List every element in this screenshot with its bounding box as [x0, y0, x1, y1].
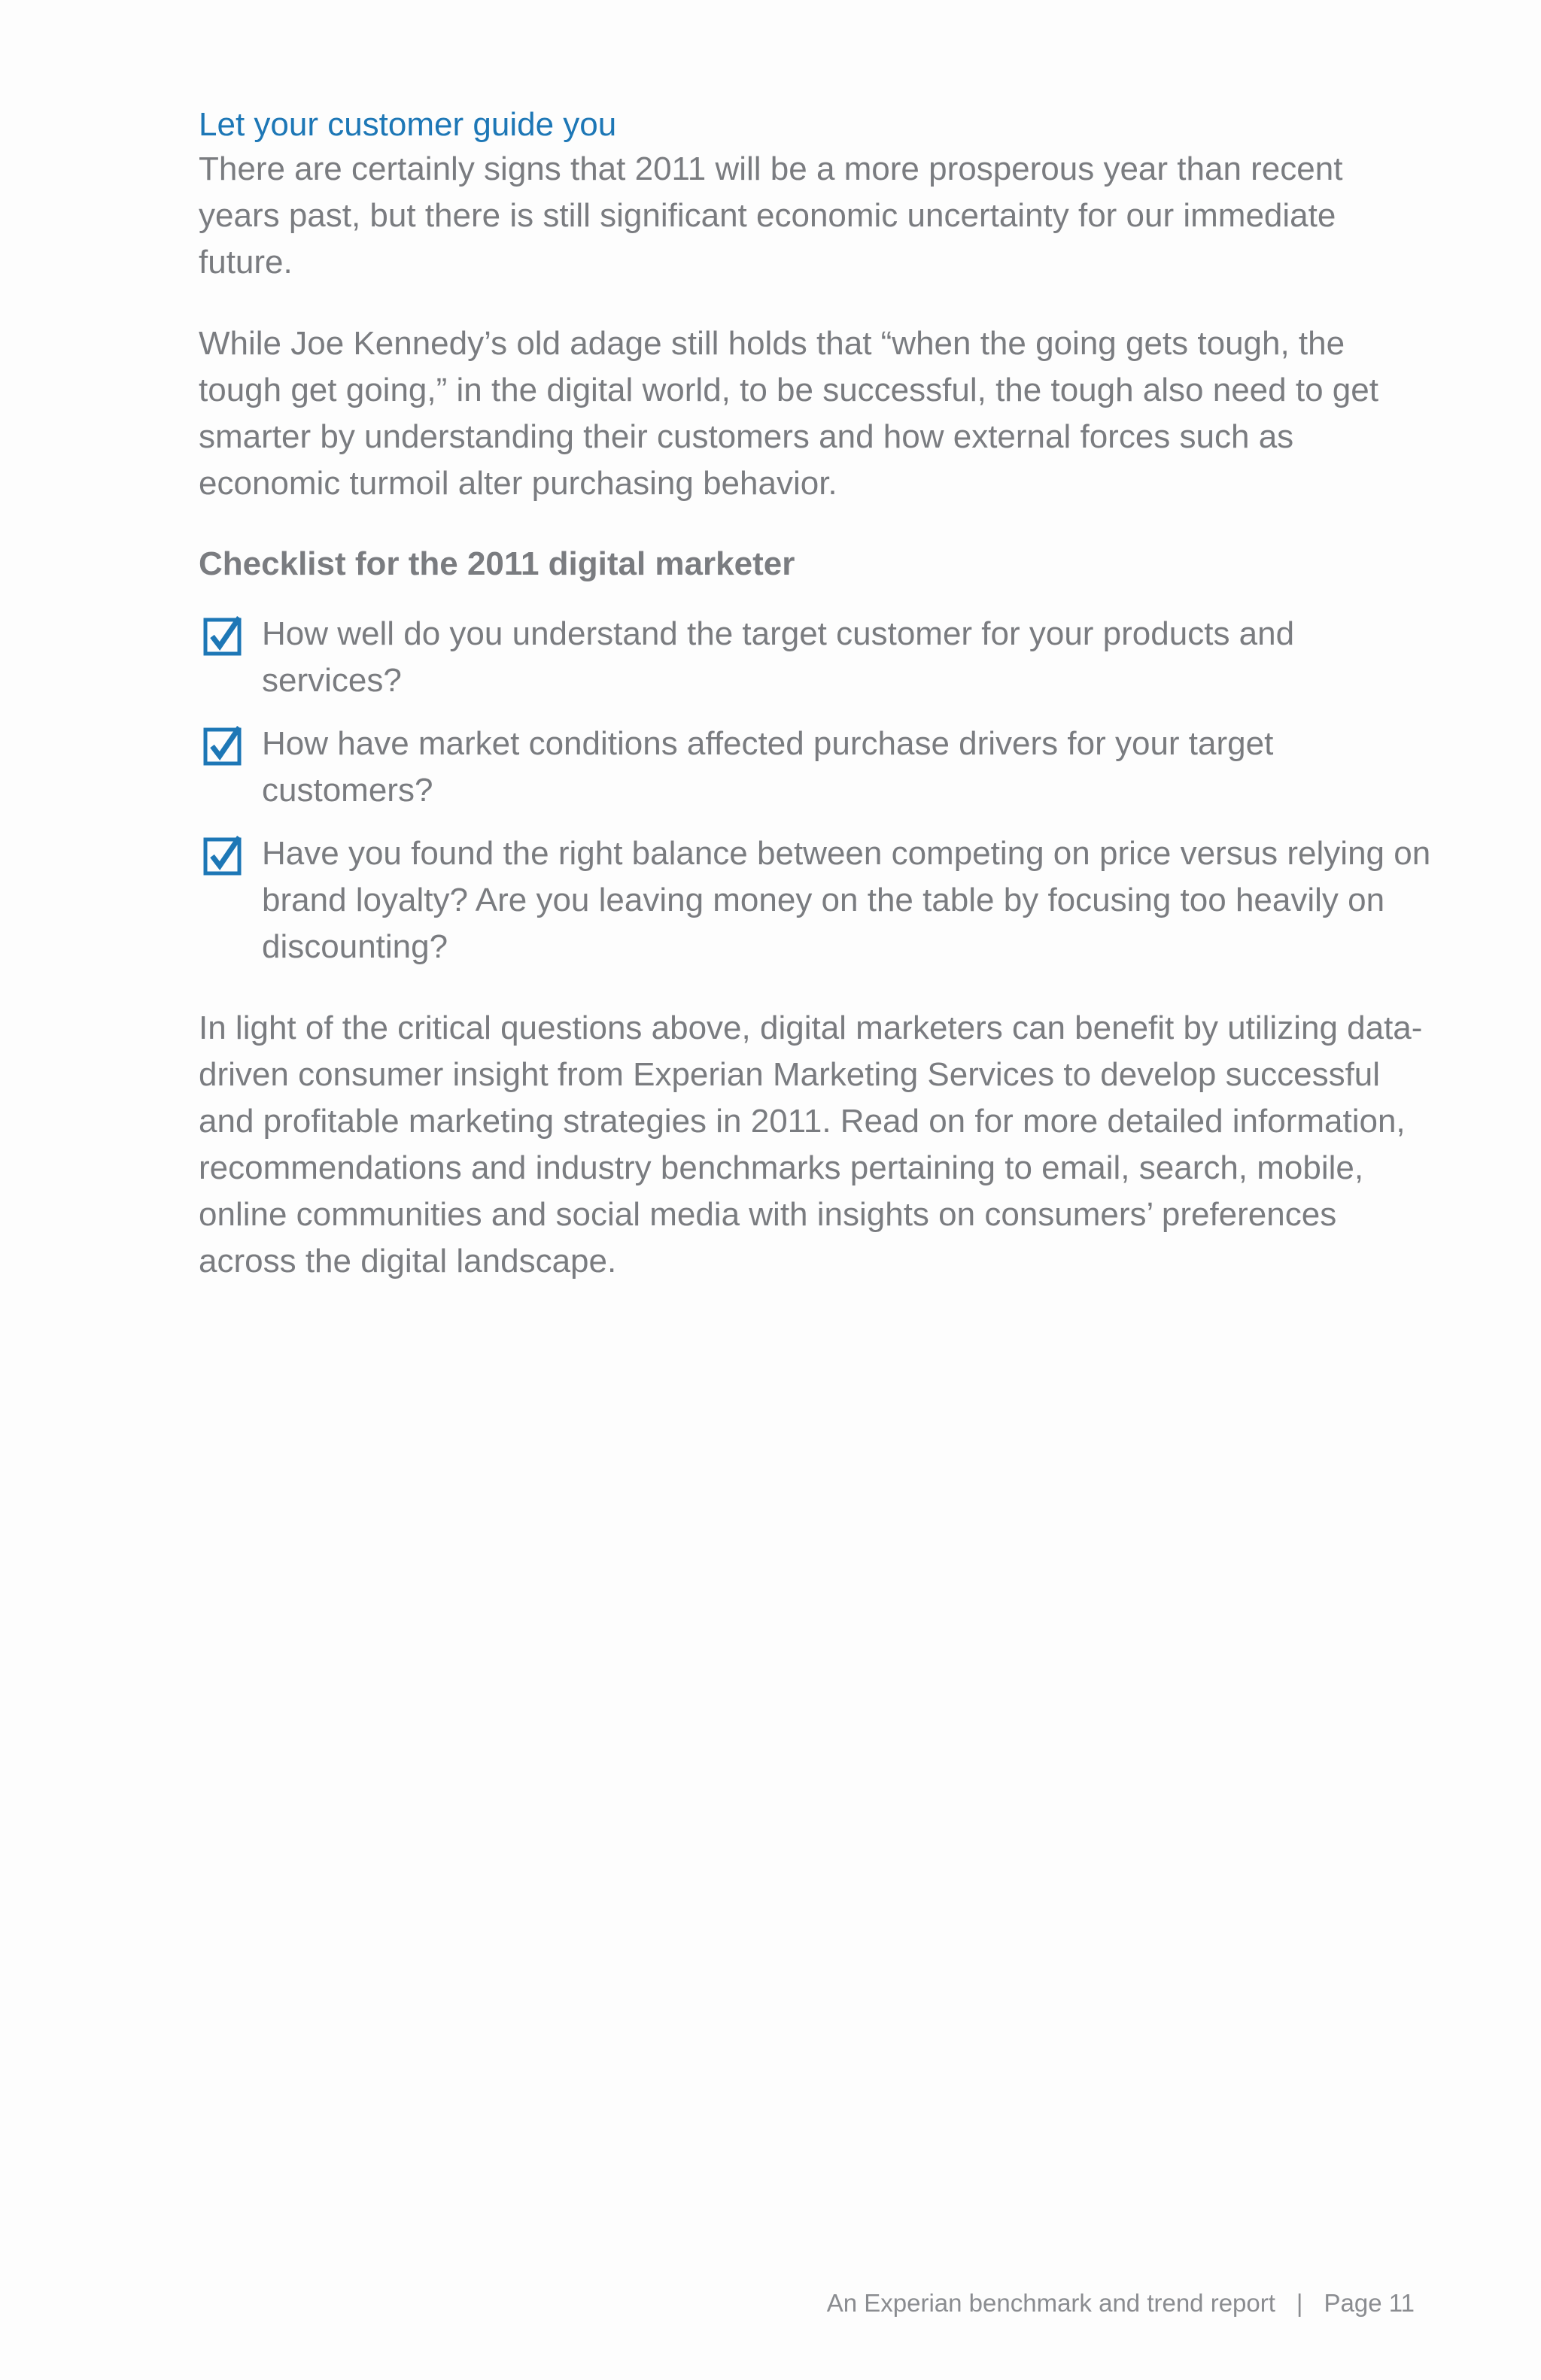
footer-separator: | [1296, 2289, 1303, 2317]
checklist-title: Checklist for the 2011 digital marketer [199, 545, 795, 582]
closing-paragraph: In light of the critical questions above, digital marketers can benefit by utilizing data-driven consumer insight from Experian Marketing Services to develop successful and profitable marketing strategies in 2011. Read on for more detailed information, recommendations and industry benchmarks pertaining to email, search, mobile, online communities and social media with insights on consumers’ preferences across the digital landscape. [199, 1009, 1423, 1280]
page-content [199, 104, 1433, 1319]
checklist-item [199, 830, 1433, 970]
checklist-item-text: How well do you understand the target customer for your products and services? [262, 615, 1295, 699]
checklist [199, 611, 1433, 970]
checklist-item-text: How have market conditions affected purchase drivers for your target customers? [262, 725, 1274, 809]
checkbox-checked-icon [203, 725, 244, 766]
checkbox-checked-icon [203, 835, 244, 876]
footer-page-number: Page 11 [1324, 2289, 1415, 2317]
intro-paragraph-1: There are certainly signs that 2011 will be a more prosperous year than recent years past, but there is still significant economic uncertainty for our immediate future. [199, 150, 1343, 281]
checklist-item [199, 611, 1433, 704]
intro-paragraph-2: While Joe Kennedy’s old adage still holds that “when the going gets tough, the tough get going,” in the digital world, to be successful, the tough also need to get smarter by understanding their customers and how external forces such as economic turmoil alter purchasing behavior. [199, 325, 1378, 502]
checklist-item-text: Have you found the right balance between competing on price versus relying on brand loyalty? Are you leaving money on the table by focusing too heavily on discounting? [262, 835, 1431, 965]
page-footer [827, 2287, 1415, 2320]
checkbox-checked-icon [203, 615, 244, 656]
checklist-item [199, 721, 1433, 814]
footer-report-title: An Experian benchmark and trend report [826, 2289, 1275, 2317]
section-heading: Let your customer guide you [199, 106, 617, 143]
